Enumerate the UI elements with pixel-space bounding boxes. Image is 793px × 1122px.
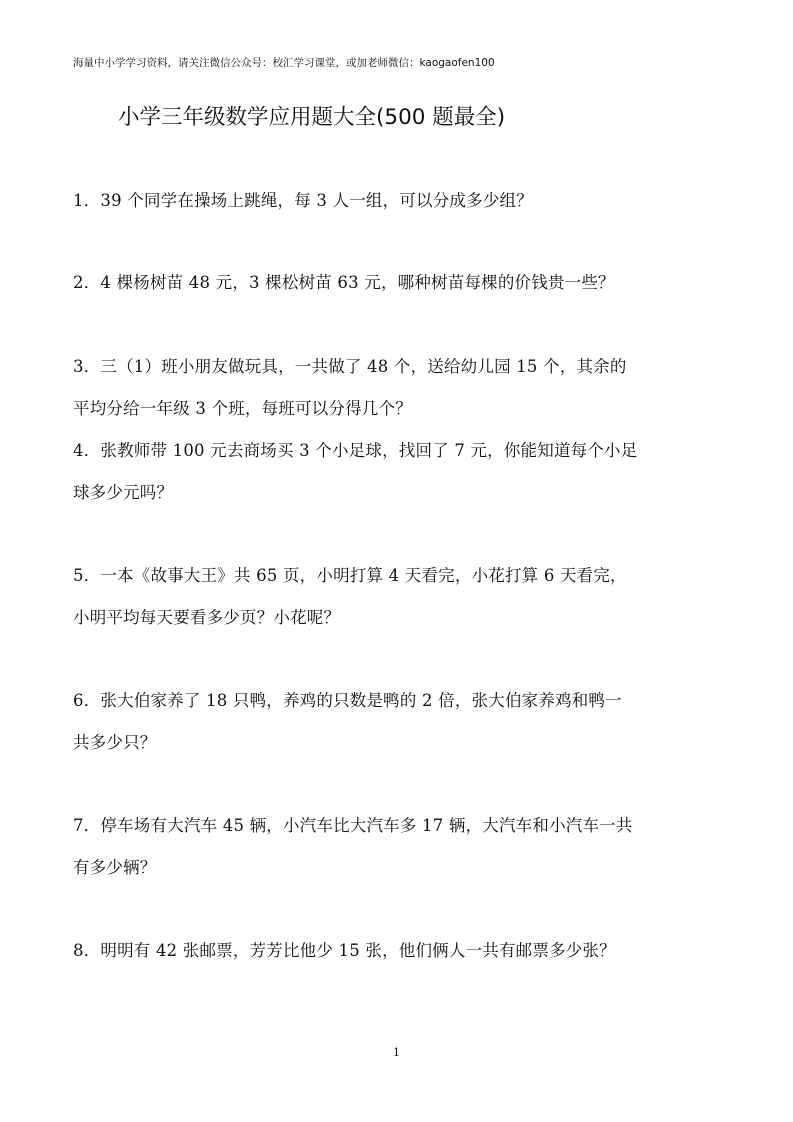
problem-line: 3．三（1）班小朋友做玩具，一共做了 48 个，送给幼儿园 15 个，其余的: [73, 357, 627, 376]
problem-line: 球多少元吗？: [73, 483, 174, 502]
problem-line: 2．4 棵杨树苗 48 元，3 棵松树苗 63 元，哪种树苗每棵的价钱贵一些？: [73, 273, 615, 292]
problem-7: [73, 805, 723, 889]
document-title: 小学三年级数学应用题大全(500 题最全): [118, 105, 506, 130]
page-number: 1: [393, 1046, 400, 1059]
problem-line: 4．张教师带 100 元去商场买 3 个小足球，找回了 7 元，你能知道每个小足: [73, 441, 638, 460]
problem-line: 1．39 个同学在操场上跳绳，每 3 人一组，可以分成多少组？: [73, 191, 533, 210]
problem-line: 平均分给一年级 3 个班，每班可以分得几个？: [73, 399, 412, 418]
problem-line: 8．明明有 42 张邮票，芳芳比他少 15 张，他们俩人一共有邮票多少张？: [73, 941, 616, 960]
problem-1: [73, 180, 723, 222]
problem-line: 小明平均每天要看多少页？小花呢？: [73, 608, 341, 627]
problem-5: [73, 555, 723, 639]
header-note: 海量中小学学习资料，请关注微信公众号：校汇学习课堂，或加老师微信：kaogaofen100: [73, 57, 495, 69]
problem-line: 6．张大伯家养了 18 只鸭，养鸡的只数是鸭的 2 倍，张大伯家养鸡和鸭一: [73, 691, 622, 710]
problem-line: 5．一本《故事大王》共 65 页，小明打算 4 天看完，小花打算 6 天看完，: [73, 566, 627, 585]
problem-4: [73, 430, 723, 514]
problem-2: [73, 262, 723, 304]
problem-line: 共多少只？: [73, 733, 157, 752]
problem-3: [73, 346, 723, 430]
problem-line: 有多少辆？: [73, 858, 157, 877]
problem-8: [73, 930, 723, 972]
problem-6: [73, 680, 723, 764]
problem-line: 7．停车场有大汽车 45 辆，小汽车比大汽车多 17 辆，大汽车和小汽车一共: [73, 816, 633, 835]
